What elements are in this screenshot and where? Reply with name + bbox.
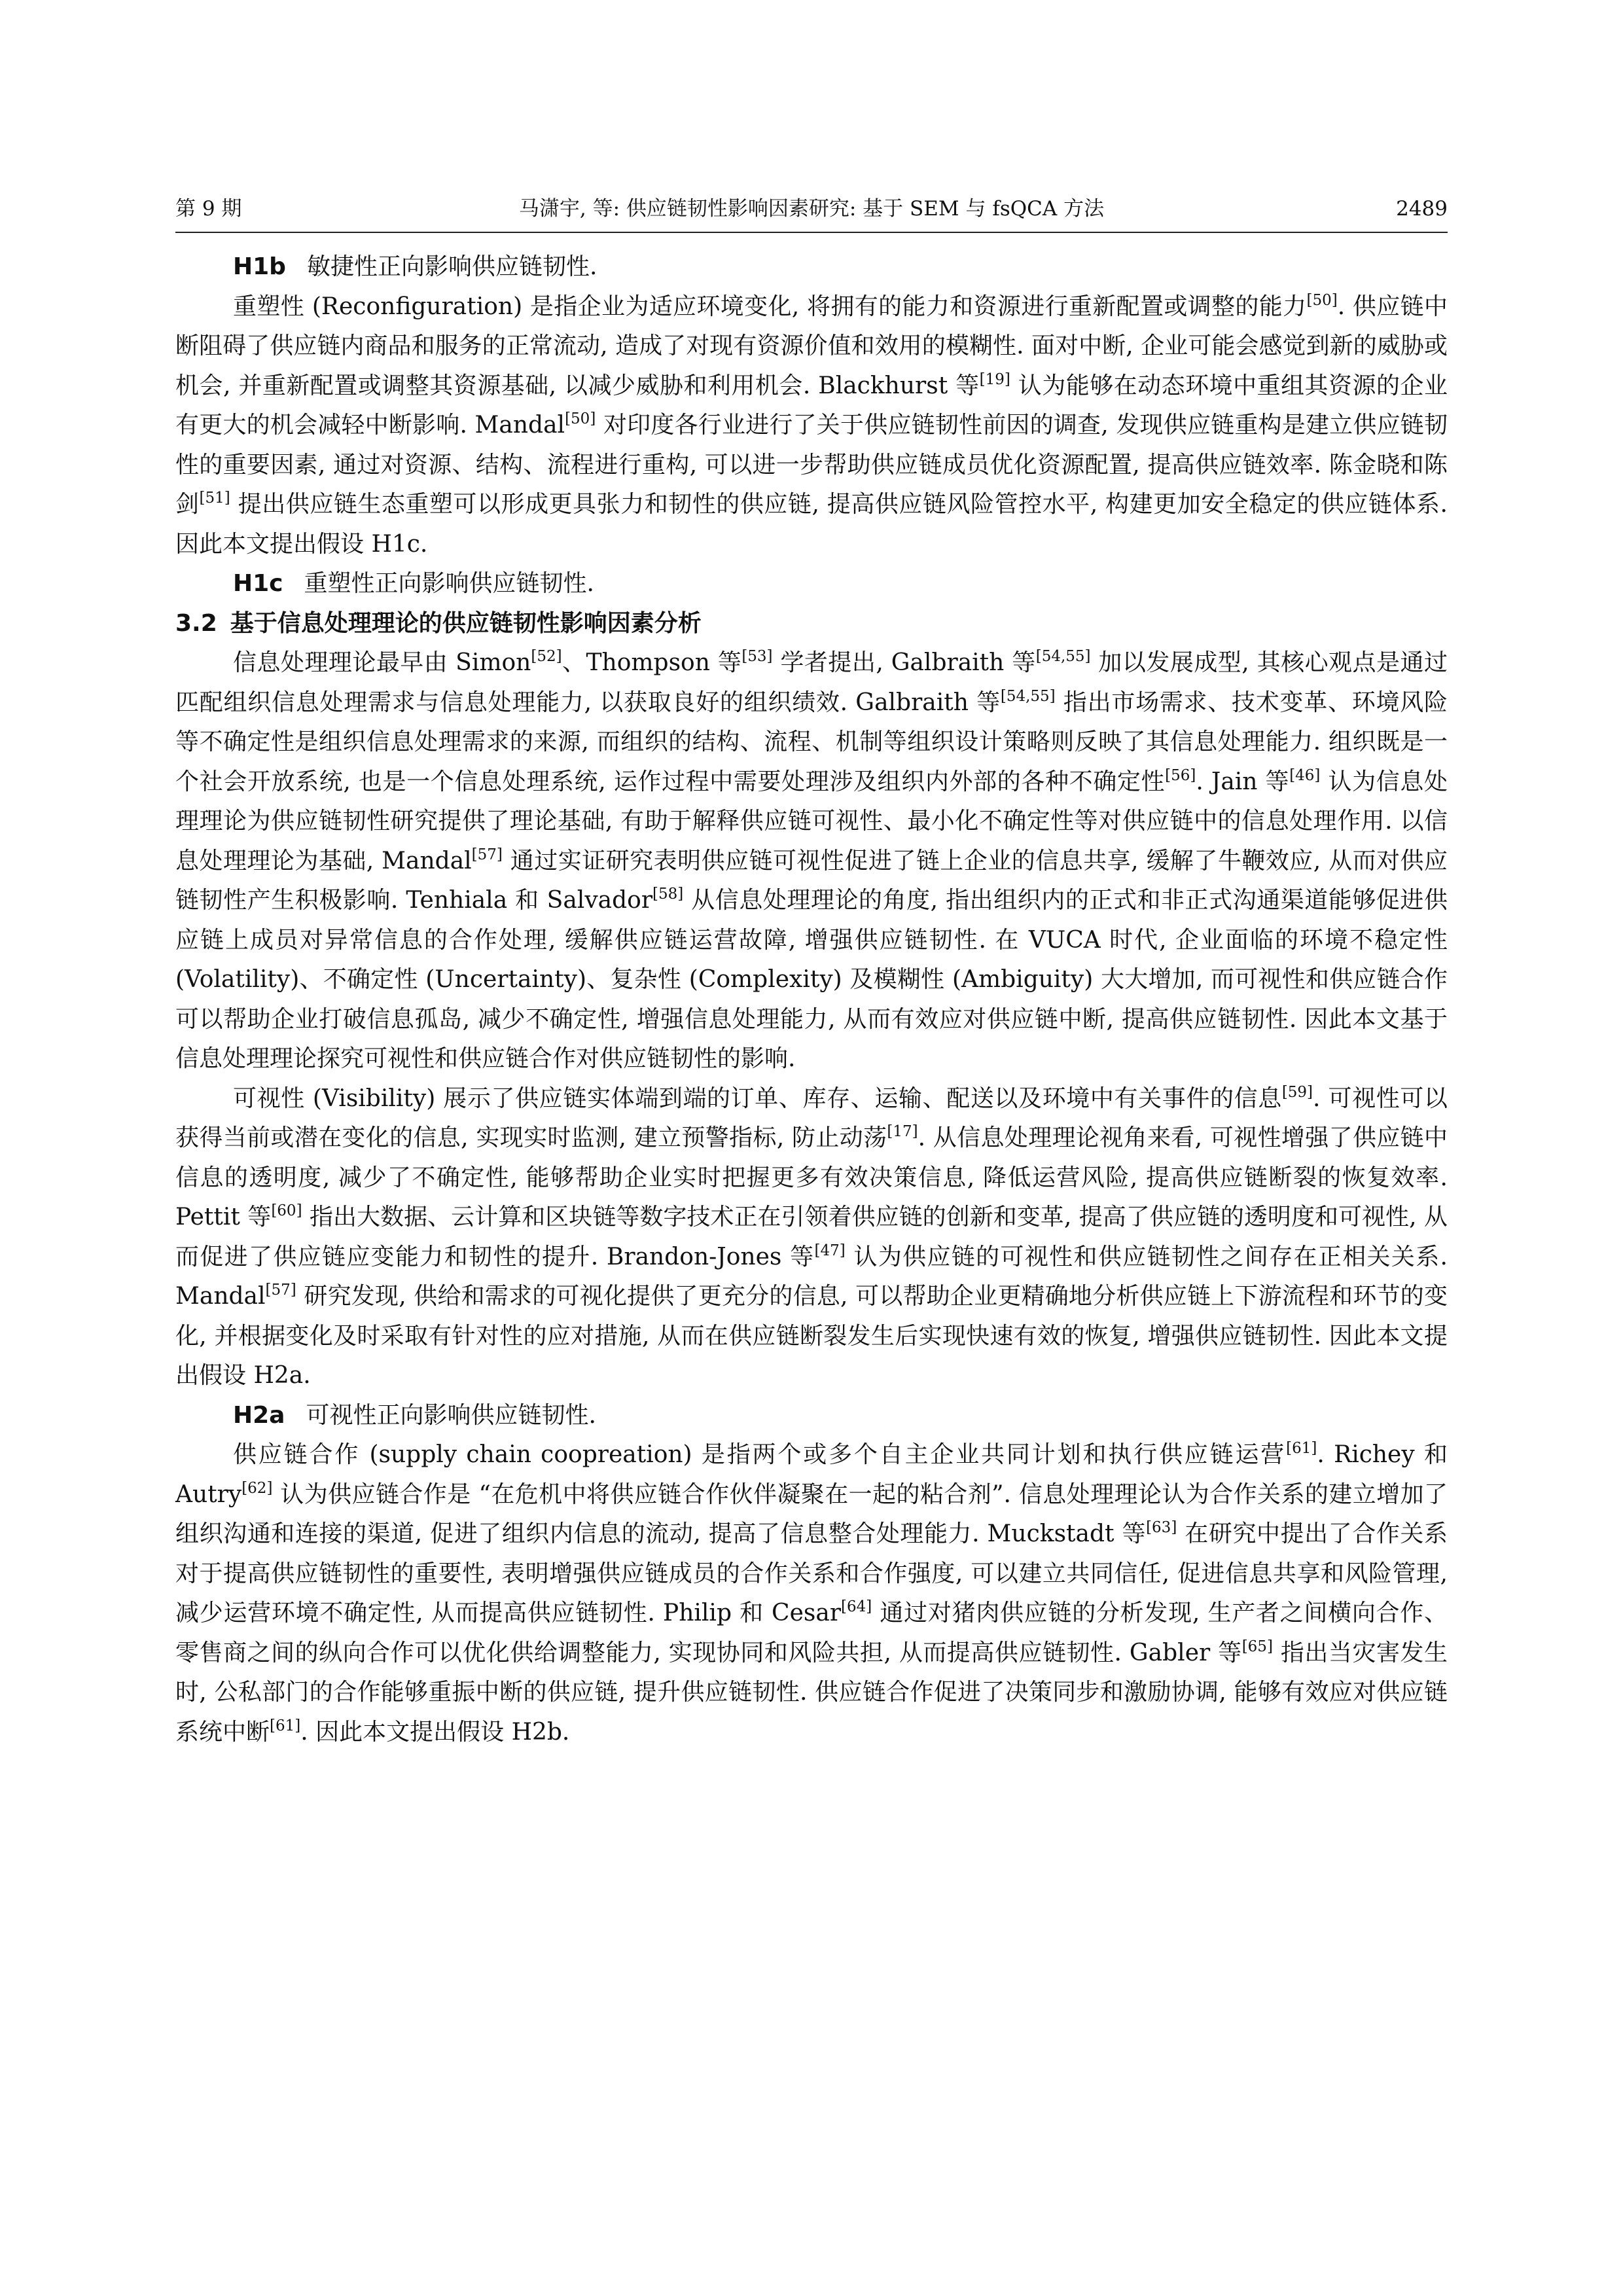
citation-ref: [57] xyxy=(471,846,503,863)
hypothesis-label: H1b xyxy=(233,253,286,280)
text-run: 对印度各行业进行了关于供应链韧性前因的调查, 发现供应链重构是建立供应链韧性的重要因素, 通过对资源、结构、流程进行重构, 可以进一步帮助供应链成员优化资源配置, 提高供应链效率. 陈金晓和陈剑 xyxy=(175,412,1448,518)
citation-ref: [57] xyxy=(265,1282,296,1299)
citation-ref: [53] xyxy=(741,648,773,665)
hypothesis xyxy=(175,247,1448,287)
citation-ref: [46] xyxy=(1289,766,1321,784)
text-run: 提出供应链生态重塑可以形成更具张力和韧性的供应链, 提高供应链风险管控水平, 构建更加安全稳定的供应链体系. 因此本文提出假设 H1c. xyxy=(175,491,1448,558)
text-run: . 从信息处理理论视角来看, 可视性增强了供应链中信息的透明度, 减少了不确定性, 能够帮助企业实时把握更多有效决策信息, 降低运营风险, 提高供应链断裂的恢复效率. Pettit 等 xyxy=(175,1124,1448,1230)
citation-ref: [59] xyxy=(1281,1083,1313,1101)
section-heading xyxy=(175,604,1448,644)
paragraph xyxy=(175,1435,1448,1752)
text-run: 指出市场需求、技术变革、环境风险等不确定性是组织信息处理需求的来源, 而组织的结构、流程、机制等组织设计策略则反映了其信息处理能力. 组织既是一个社会开放系统, 也是一个信息处理系统, 运作过程中需要处理涉及组织内外部的各种不确定性 xyxy=(175,689,1448,795)
running-title: 马潇宇, 等: 供应链韧性影响因素研究: 基于 SEM 与 fsQCA 方法 xyxy=(518,197,1105,221)
citation-ref: [50] xyxy=(1306,291,1338,309)
citation-ref: [58] xyxy=(652,886,684,903)
running-header xyxy=(175,192,1448,233)
citation-ref: [61] xyxy=(270,1717,301,1734)
text-run: 重塑性 (Reconfiguration) 是指企业为适应环境变化, 将拥有的能力和资源进行重新配置或调整的能力 xyxy=(233,293,1307,320)
citation-ref: [51] xyxy=(199,490,230,507)
citation-ref: [52] xyxy=(531,648,562,665)
hypothesis xyxy=(175,1396,1448,1436)
citation-ref: [62] xyxy=(241,1479,273,1497)
text-run: 认为能够在动态环境中重组其资源的企业有更大的机会减轻中断影响. Mandal xyxy=(175,372,1448,439)
text-run: . Jain 等 xyxy=(1196,768,1290,795)
text-run: 通过实证研究表明供应链可视性促进了链上企业的信息共享, 缓解了牛鞭效应, 从而对供应链韧性产生积极影响. Tenhiala 和 Salvador xyxy=(175,847,1448,914)
citation-ref: [54,55] xyxy=(1000,687,1056,705)
issue-number: 第 9 期 xyxy=(175,197,242,221)
text-run: 可视性 (Visibility) 展示了供应链实体端到端的订单、库存、运输、配送以及环境中有关事件的信息 xyxy=(233,1085,1282,1112)
hypothesis-text: 可视性正向影响供应链韧性. xyxy=(306,1401,596,1429)
text-run: 在研究中提出了合作关系对于提高供应链韧性的重要性, 表明增强供应链成员的合作关系和合作强度, 可以建立共同信任, 促进信息共享和风险管理, 减少运营环境不确定性, 从而提高供应链韧性. Philip 和 Cesar xyxy=(175,1520,1448,1626)
citation-ref: [56] xyxy=(1165,766,1196,784)
section-number: 3.2 xyxy=(175,609,217,637)
citation-ref: [64] xyxy=(841,1598,872,1615)
hypothesis xyxy=(175,564,1448,604)
text-run: 认为信息处理理论为供应链韧性研究提供了理论基础, 有助于解释供应链可视性、最小化不确定性等对供应链中的信息处理作用. 以信息处理理论为基础, Mandal xyxy=(175,768,1448,874)
text-run: 通过对猪肉供应链的分析发现, 生产者之间横向合作、零售商之间的纵向合作可以优化供给调整能力, 实现协同和风险共担, 从而提高供应链韧性. Gabler 等 xyxy=(175,1600,1448,1666)
paragraph xyxy=(175,643,1448,1079)
text-run: 指出当灾害发生时, 公私部门的合作能够重振中断的供应链, 提升供应链韧性. 供应链合作促进了决策同步和激励协调, 能够有效应对供应链系统中断 xyxy=(175,1639,1448,1746)
text-run: 供应链合作 (supply chain coopreation) 是指两个或多个自主企业共同计划和执行供应链运营 xyxy=(233,1441,1287,1468)
text-run: 认为供应链的可视性和供应链韧性之间存在正相关关系. Mandal xyxy=(175,1243,1448,1310)
citation-ref: [50] xyxy=(565,410,596,427)
text-run: 研究发现, 供给和需求的可视化提供了更充分的信息, 可以帮助企业更精确地分析供应链上下游流程和环节的变化, 并根据变化及时采取有针对性的应对措施, 从而在供应链断裂发生后实现快速有效的恢复, 增强供应链韧性. 因此本文提出假设 H2a. xyxy=(175,1283,1448,1389)
paragraph xyxy=(175,1079,1448,1396)
citation-ref: [65] xyxy=(1241,1638,1273,1655)
text-run: 指出大数据、云计算和区块链等数字技术正在引领着供应链的创新和变革, 提高了供应链的透明度和可视性, 从而促进了供应链应变能力和韧性的提升. Brandon-Jones 等 xyxy=(175,1204,1448,1270)
text-run: 认为供应链合作是 “在危机中将供应链合作伙伴凝聚在一起的粘合剂”. 信息处理理论认为合作关系的建立增加了组织沟通和连接的渠道, 促进了组织内信息的流动, 提高了信息整合处理能力. Muckstadt 等 xyxy=(175,1480,1448,1547)
text-run: . 供应链中断阻碍了供应链内商品和服务的正常流动, 造成了对现有资源价值和效用的模糊性. 面对中断, 企业可能会感觉到新的威胁或机会, 并重新配置或调整其资源基础, 以减少威胁和利用机会. Blackhurst 等 xyxy=(175,293,1448,399)
hypothesis-label: H2a xyxy=(233,1401,285,1429)
citation-ref: [61] xyxy=(1286,1440,1317,1457)
citation-ref: [19] xyxy=(979,370,1010,388)
text-run: . Richey 和 Autry xyxy=(175,1441,1448,1508)
section-title: 基于信息处理理论的供应链韧性影响因素分析 xyxy=(230,609,702,637)
text-run: 信息处理理论最早由 Simon xyxy=(233,649,531,676)
hypothesis-label: H1c xyxy=(233,570,283,597)
text-run: 加以发展成型, 其核心观点是通过匹配组织信息处理需求与信息处理能力, 以获取良好的组织绩效. Galbraith 等 xyxy=(175,649,1448,716)
hypothesis-text: 重塑性正向影响供应链韧性. xyxy=(304,570,594,597)
page-number: 2489 xyxy=(1396,197,1448,221)
paragraph xyxy=(175,287,1448,565)
citation-ref: [17] xyxy=(887,1123,918,1140)
text-run: 从信息处理理论的角度, 指出组织内的正式和非正式沟通渠道能够促进供应链上成员对异常信息的合作处理, 缓解供应链运营故障, 增强供应链韧性. 在 VUCA 时代, 企业面临的环境不稳定性 (Volatility)、不确定性 (Uncertainty)、复杂性 (Complexity) 及模糊性 (Ambiguity) 大大增加, 而可视性和供应链合作可以帮助企业打破信息孤岛, 减少不确定性, 增强信息处理能力, 从而有效应对供应链中断, 提高供应链韧性. 因此本文基于信息处理理论探究可视性和供应链合作对供应链韧性的影响. xyxy=(175,887,1448,1072)
text-run: 学者提出, Galbraith 等 xyxy=(772,649,1036,676)
citation-ref: [54,55] xyxy=(1035,648,1091,665)
citation-ref: [47] xyxy=(814,1242,846,1259)
citation-ref: [60] xyxy=(271,1202,302,1219)
citation-ref: [63] xyxy=(1146,1519,1177,1536)
text-run: 、Thompson 等 xyxy=(562,649,742,676)
body-text xyxy=(175,247,1448,1752)
hypothesis-text: 敏捷性正向影响供应链韧性. xyxy=(306,253,597,280)
text-run: . 可视性可以获得当前或潜在变化的信息, 实现实时监测, 建立预警指标, 防止动荡 xyxy=(175,1085,1448,1151)
text-run: . 因此本文提出假设 H2b. xyxy=(300,1718,570,1746)
